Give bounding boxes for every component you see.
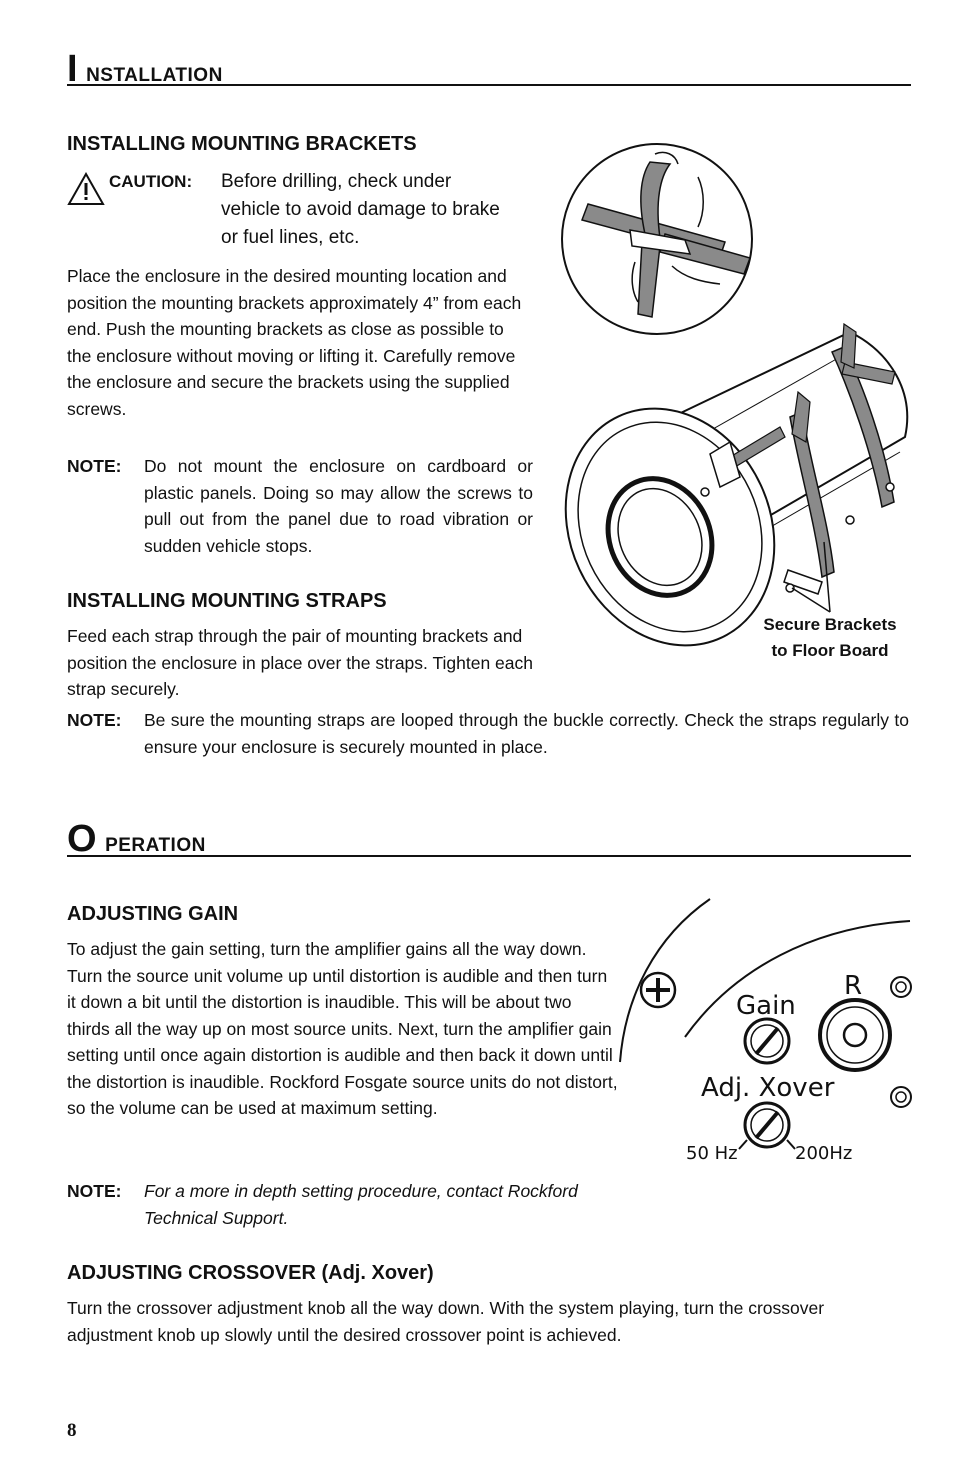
installation-title bbox=[67, 50, 223, 88]
straps-note-text: Be sure the mounting straps are looped through the buckle correctly. Check the straps regularly to ensure your enclosure is securely mounted in place. bbox=[144, 710, 909, 757]
enclosure-mounting-illustration bbox=[560, 142, 920, 662]
operation-title bbox=[67, 820, 206, 858]
caution-text: Before drilling, check under vehicle to avoid damage to brake or fuel lines, etc. bbox=[221, 171, 500, 248]
operation-title-text: O bbox=[67, 818, 98, 860]
rca-jack bbox=[820, 1000, 890, 1070]
straps-body: Feed each strap through the pair of mounting brackets and position the enclosure in place over the straps. Tighten each strap securely. bbox=[67, 626, 533, 699]
page-number: 8 bbox=[67, 1420, 77, 1441]
panel-low-label: 50 Hz bbox=[686, 1143, 738, 1164]
installation-rule bbox=[67, 84, 911, 86]
straps-note-label: NOTE: bbox=[67, 710, 122, 730]
operation-rule bbox=[67, 855, 911, 857]
figure-callout-line1: Secure Brackets bbox=[763, 615, 897, 634]
gain-heading: ADJUSTING GAIN bbox=[67, 903, 239, 925]
panel-r-label: R bbox=[844, 971, 863, 1001]
brackets-note-text: Do not mount the enclosure on cardboard or plastic panels. Doing so may allow the screws to pull out from the panel due to road vibration or sudden vehicle stops. bbox=[144, 456, 533, 556]
gain-body: To adjust the gain setting, turn the amplifier gains all the way down. Turn the source unit volume up until distortion is audible and then turn it down a bit until the distortion is inaudible. This will be about two thirds all the way up on most source units. Next, turn the amplifier gain setting until once again distortion is audible and then back it down until the distortion is inaudible. Rockford Fosgate source units do not distort, so the volume can be used at maximum setting. bbox=[67, 939, 618, 1118]
panel-screw-icon bbox=[891, 977, 911, 997]
crossover-body: Turn the crossover adjustment knob all the way down. With the system playing, turn the crossover adjustment knob up slowly until the desired crossover point is achieved. bbox=[67, 1298, 825, 1345]
figure-callout-line2: to Floor Board bbox=[771, 641, 889, 660]
caution-label: CAUTION: bbox=[109, 172, 193, 191]
xover-knob[interactable] bbox=[739, 1103, 795, 1149]
panel-screw-icon bbox=[891, 1087, 911, 1107]
gain-knob[interactable] bbox=[745, 1019, 789, 1063]
section-title-rest: nstallation bbox=[86, 57, 223, 87]
ground-screw-icon bbox=[641, 973, 675, 1007]
section-title-rest: peration bbox=[105, 827, 206, 857]
amplifier-panel-illustration bbox=[615, 897, 915, 1167]
brackets-note-label: NOTE: bbox=[67, 456, 122, 476]
warning-triangle-icon bbox=[67, 168, 109, 252]
panel-gain-label: Gain bbox=[736, 991, 796, 1021]
strap-buckle-detail bbox=[562, 144, 752, 334]
brackets-body: Place the enclosure in the desired mounting location and position the mounting brackets approximately 4” from each end. Push the mounting brackets as close as possible to the enclosure without moving or lifting it. Carefully remove the enclosure and secure the brackets using the supplied screws. bbox=[67, 266, 522, 419]
gain-note-label: NOTE: bbox=[67, 1181, 122, 1201]
straps-heading: INSTALLING MOUNTING STRAPS bbox=[67, 590, 387, 612]
brackets-note bbox=[67, 453, 533, 559]
caution-block bbox=[67, 168, 507, 252]
panel-xover-label: Adj. Xover bbox=[701, 1073, 835, 1103]
gain-note-text: For a more in depth setting procedure, contact Rockford Technical Support. bbox=[144, 1181, 578, 1228]
installation-title-text: I bbox=[67, 48, 79, 90]
brackets-heading: INSTALLING MOUNTING BRACKETS bbox=[67, 133, 417, 155]
crossover-heading: ADJUSTING CROSSOVER (Adj. Xover) bbox=[67, 1262, 434, 1284]
panel-high-label: 200Hz bbox=[795, 1143, 853, 1164]
straps-note bbox=[67, 707, 909, 760]
figure-callout bbox=[748, 612, 912, 664]
gain-note bbox=[67, 1178, 597, 1231]
